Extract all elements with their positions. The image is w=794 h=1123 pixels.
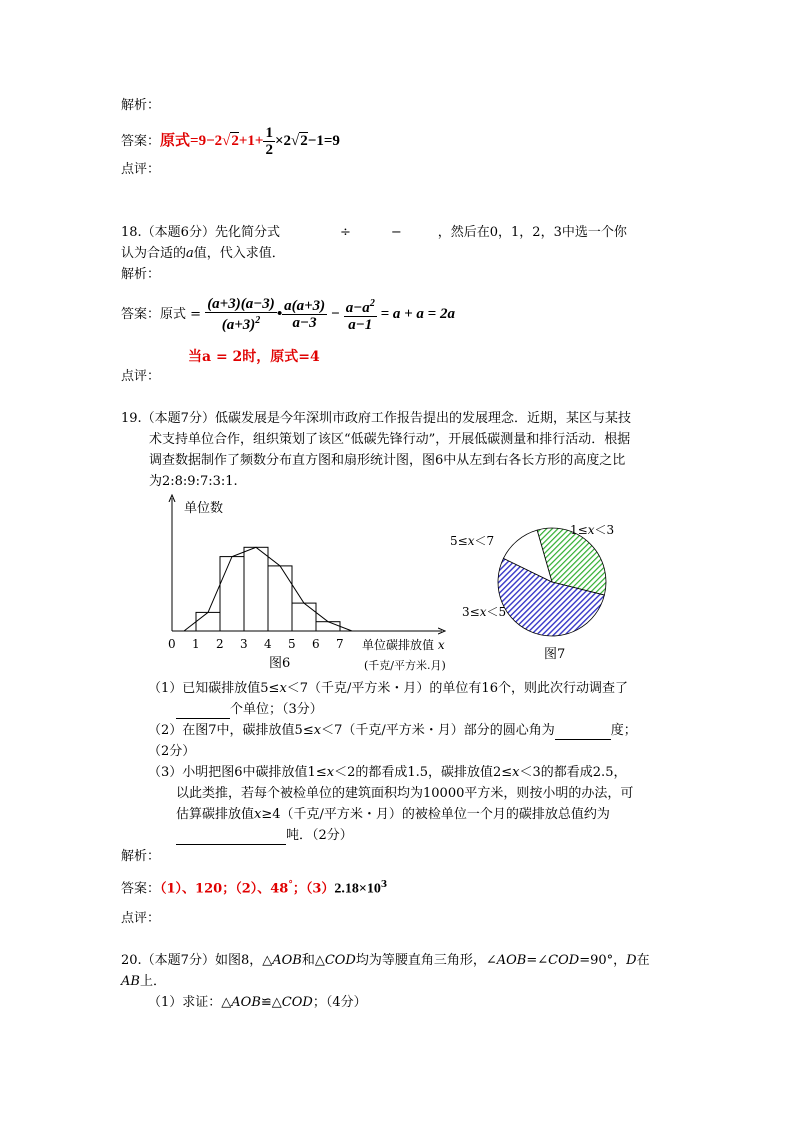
histogram-x-label: 单位碳排放值 x — [362, 638, 445, 652]
q19-sub3-line4: 吨．（2分） — [176, 827, 353, 845]
q19-answer: 答案：（1）、120；（2）、48°；$(3)2.18\times 10^3$ — [121, 880, 388, 897]
q18-answer: 答案：原式 = $\frac{(a+3)(a-3)}{(a+3)^2}$ • $\frac{a(a+3)}{a-3}$ − $\frac{a-a^2}{a-1}$ = a + a = 2a — [121, 296, 455, 334]
q18-when-line: 当a = 2时，原式=4 — [188, 349, 320, 365]
q19-review-label: 点评： — [121, 911, 161, 926]
histogram-figure-6 — [150, 492, 480, 677]
histogram-tick-label: 1 — [192, 637, 200, 651]
q19-sub2: （2）在图7中，碳排放值5≤x＜7（千克/平方米・月）部分的圆心角为 度； — [148, 723, 637, 738]
histogram-title: 图6 — [269, 656, 291, 671]
histogram-y-label: 单位数 — [184, 501, 224, 516]
q19-line4: 为2:8:9:7:3:1. — [149, 474, 238, 489]
histogram-tick-label: 4 — [264, 637, 272, 651]
q17-expression: 原式=9−2√2+1+ $\frac{1}{2}$ ×2√2−1=9 — [160, 125, 340, 158]
q17-answer — [121, 125, 340, 158]
pie-figure-7 — [440, 510, 640, 670]
q17-answer-label: 答案： — [121, 133, 161, 149]
q18-review-label: 点评： — [121, 369, 161, 384]
pie-label: 5≤x＜7 — [450, 534, 495, 548]
q19-line3: 调查数据制作了频数分布直方图和扇形统计图，图6中从左到右各长方形的高度之比 — [149, 453, 626, 468]
histogram-bar — [316, 622, 340, 631]
q19-line2: 术支持单位合作，组织策划了该区“低碳先锋行动”，开展低碳测量和排行活动．根据 — [149, 432, 631, 447]
q17-analysis-label: 解析： — [121, 98, 161, 113]
q18-line1: 18.（本题6分）先化简分式 ÷ − ，然后在0，1，2，3中选一个你 — [121, 225, 627, 240]
q19-sub3: （3）小明把图6中碳排放值1≤x＜2的都看成1.5，碳排放值2≤x＜3的都看成2.5， — [148, 765, 627, 780]
histogram-tick-label: 0 — [168, 637, 176, 651]
histogram-tick-label: 6 — [312, 637, 320, 651]
q19-sub1: （1）已知碳排放值5≤x＜7（千克/平方米・月）的单位有16个，则此次行动调查了 — [148, 681, 628, 696]
q20-line1: 20.（本题7分）如图8，△AOB和△COD均为等腰直角三角形，∠AOB=∠COD=90°，D在 — [121, 953, 650, 968]
q19-analysis-label: 解析： — [121, 849, 161, 864]
q18-line2: 认为合适的a值，代入求值． — [121, 246, 285, 261]
histogram-tick-label: 3 — [240, 637, 248, 651]
histogram-bar — [268, 566, 292, 631]
q17-review-label: 点评： — [121, 162, 161, 177]
q19-sub3-line2: 以此类推，若每个被检单位的建筑面积均为10000平方米，则按小明的办法，可 — [176, 786, 634, 801]
q19-sub2-blank[interactable] — [555, 725, 611, 740]
histogram-tick-label: 2 — [216, 637, 224, 651]
q20-sub1: （1）求证：△AOB≌△COD；（4分） — [148, 995, 367, 1010]
q19-sub2-cont: （2分） — [148, 744, 196, 759]
histogram-tick-label: 7 — [336, 637, 344, 651]
q19-sub1-cont: 个单位；（3分） — [176, 701, 323, 719]
histogram-bar — [196, 612, 220, 631]
q18-answer-label: 答案： — [121, 307, 161, 322]
pie-label: 1≤x＜3 — [570, 523, 615, 537]
q19-line1: 19.（本题7分）低碳发展是今年深圳市政府工作报告提出的发展理念．近期，某区与某技 — [121, 411, 631, 426]
histogram-bar — [220, 557, 244, 631]
histogram-bar — [292, 603, 316, 631]
q18-analysis-label: 解析： — [121, 267, 161, 282]
histogram-tick-label: 5 — [288, 637, 296, 651]
pie-label: 3≤x＜5 — [462, 605, 507, 619]
q20-line2: AB上． — [121, 974, 166, 989]
histogram-x-unit: (千克/平方米.月) — [364, 659, 446, 672]
q19-sub1-blank[interactable] — [176, 704, 230, 719]
histogram-bar — [244, 547, 268, 631]
q19-sub3-line3: 估算碳排放值x≥4（千克/平方米・月）的被检单位一个月的碳排放总值约为 — [176, 807, 610, 822]
pie-title: 图7 — [544, 647, 566, 662]
q19-sub3-blank[interactable] — [176, 830, 286, 845]
q19-answer-label: 答案： — [121, 881, 161, 897]
